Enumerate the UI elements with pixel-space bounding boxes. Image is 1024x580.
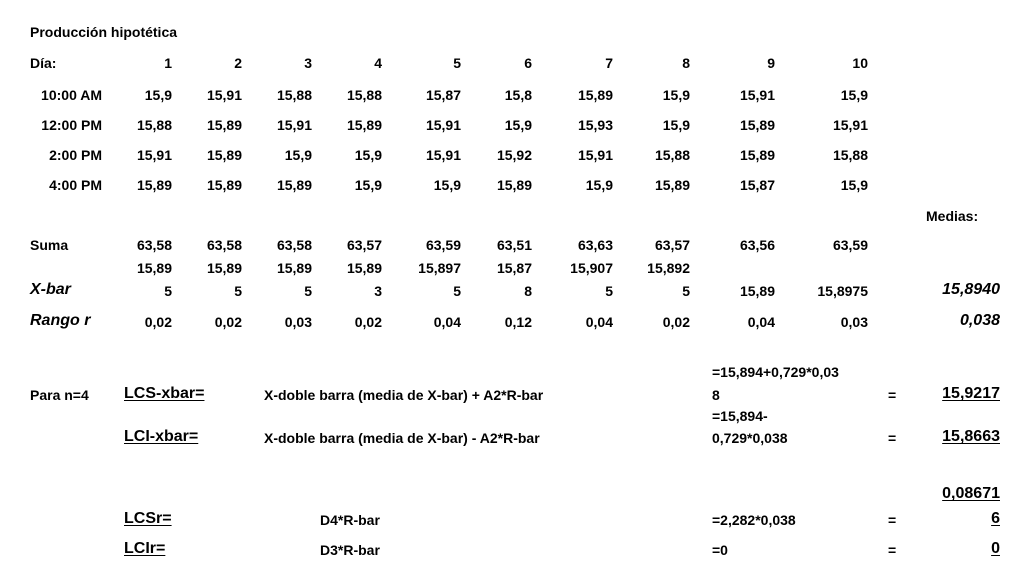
rango-col-10: 0,03 — [840, 314, 868, 330]
rango-col-3: 0,03 — [284, 314, 312, 330]
cell-col-1: 15,91 — [136, 147, 172, 163]
rango-col-6: 0,12 — [504, 314, 532, 330]
cell-col-3: 15,91 — [276, 117, 312, 133]
xbar-l2-col-3: 5 — [304, 283, 312, 299]
cell-col-7: 15,9 — [585, 177, 613, 193]
medias-label: Medias: — [926, 208, 979, 224]
day-header-col-10: 10 — [852, 55, 868, 71]
cell-col-10: 15,9 — [840, 87, 868, 103]
lcir-result: 0 — [991, 540, 1000, 557]
xbar-media: 15,8940 — [942, 281, 1000, 298]
xbar-l1-col-3: 15,89 — [276, 260, 312, 276]
para-n-label: Para n=4 — [30, 387, 89, 403]
lcsr-result-line1: 0,08671 — [942, 485, 1000, 502]
cell-col-8: 15,88 — [654, 147, 690, 163]
rango-col-9: 0,04 — [747, 314, 775, 330]
cell-col-7: 15,89 — [577, 87, 613, 103]
day-header-col-2: 2 — [234, 55, 242, 71]
xbar-l2-col-9: 15,89 — [739, 283, 775, 299]
cell-col-6: 15,8 — [504, 87, 532, 103]
xbar-l1-col-6: 15,87 — [496, 260, 532, 276]
lcs-xbar-formula-line1: =15,894+0,729*0,03 — [712, 364, 839, 380]
suma-label: Suma — [30, 237, 69, 253]
xbar-label: X-bar — [30, 281, 71, 298]
xbar-l2-col-8: 5 — [682, 283, 690, 299]
xbar-l2-col-1: 5 — [164, 283, 172, 299]
rango-col-5: 0,04 — [433, 314, 461, 330]
rango-col-2: 0,02 — [214, 314, 242, 330]
cell-col-3: 15,9 — [284, 147, 312, 163]
xbar-l1-col-5: 15,897 — [418, 260, 461, 276]
cell-col-9: 15,89 — [739, 117, 775, 133]
lcsr-desc: D4*R-bar — [320, 512, 380, 528]
xbar-l2-col-5: 5 — [453, 283, 461, 299]
rango-col-8: 0,02 — [662, 314, 690, 330]
cell-col-9: 15,89 — [739, 147, 775, 163]
xbar-l2-col-6: 8 — [524, 283, 532, 299]
xbar-l1-col-4: 15,89 — [346, 260, 382, 276]
day-header-col-6: 6 — [524, 55, 532, 71]
lcs-xbar-name: LCS-xbar= — [124, 385, 205, 402]
row-time-label: 4:00 PM — [49, 177, 102, 193]
xbar-l2-col-2: 5 — [234, 283, 242, 299]
lci-xbar-formula-line1: =15,894- — [712, 408, 768, 424]
cell-col-2: 15,89 — [206, 177, 242, 193]
lcsr-name: LCSr= — [124, 510, 172, 527]
row-time-label: 10:00 AM — [41, 87, 102, 103]
rango-media: 0,038 — [959, 312, 1000, 329]
suma-col-6: 63,51 — [496, 237, 532, 253]
cell-col-4: 15,9 — [354, 177, 382, 193]
xbar-l2-col-10: 15,8975 — [817, 283, 868, 299]
lcir-equals: = — [888, 542, 897, 558]
lcsr-equals: = — [888, 512, 897, 528]
cell-col-6: 15,9 — [504, 117, 532, 133]
cell-col-2: 15,89 — [206, 147, 242, 163]
lcsr-result-line2: 6 — [991, 510, 1000, 527]
suma-col-4: 63,57 — [346, 237, 382, 253]
rango-col-4: 0,02 — [354, 314, 382, 330]
cell-col-4: 15,9 — [354, 147, 382, 163]
cell-col-1: 15,9 — [144, 87, 172, 103]
day-header-col-9: 9 — [767, 55, 775, 71]
cell-col-4: 15,89 — [346, 117, 382, 133]
suma-col-9: 63,56 — [739, 237, 775, 253]
suma-col-1: 63,58 — [136, 237, 172, 253]
cell-col-10: 15,9 — [840, 177, 868, 193]
row-time-label: 12:00 PM — [41, 117, 102, 133]
cell-col-9: 15,87 — [739, 177, 775, 193]
dia-label: Día: — [30, 55, 57, 71]
lci-xbar-formula-line2: 0,729*0,038 — [712, 430, 788, 446]
cell-col-8: 15,89 — [654, 177, 690, 193]
cell-col-4: 15,88 — [346, 87, 382, 103]
cell-col-9: 15,91 — [739, 87, 775, 103]
suma-col-8: 63,57 — [654, 237, 690, 253]
lcir-name: LCIr= — [124, 540, 166, 557]
cell-col-6: 15,92 — [496, 147, 532, 163]
suma-col-3: 63,58 — [276, 237, 312, 253]
cell-col-5: 15,9 — [433, 177, 461, 193]
xbar-l1-col-7: 15,907 — [570, 260, 613, 276]
cell-col-5: 15,87 — [425, 87, 461, 103]
lcs-xbar-formula-line2: 8 — [712, 387, 720, 403]
cell-col-7: 15,91 — [577, 147, 613, 163]
cell-col-8: 15,9 — [662, 87, 690, 103]
lcs-xbar-result: 15,9217 — [942, 385, 1000, 402]
rango-col-1: 0,02 — [144, 314, 172, 330]
lcsr-formula: =2,282*0,038 — [712, 512, 796, 528]
day-header-col-5: 5 — [453, 55, 461, 71]
cell-col-5: 15,91 — [425, 117, 461, 133]
xbar-l1-col-8: 15,892 — [647, 260, 690, 276]
cell-col-2: 15,91 — [206, 87, 242, 103]
day-header-col-8: 8 — [682, 55, 690, 71]
suma-col-7: 63,63 — [577, 237, 613, 253]
day-header-col-3: 3 — [304, 55, 312, 71]
cell-col-3: 15,89 — [276, 177, 312, 193]
row-time-label: 2:00 PM — [49, 147, 102, 163]
lcs-xbar-desc: X-doble barra (media de X-bar) + A2*R-bar — [264, 387, 544, 403]
day-header-col-4: 4 — [374, 55, 382, 71]
lci-xbar-equals: = — [888, 430, 897, 446]
cell-col-10: 15,91 — [832, 117, 868, 133]
lcir-desc: D3*R-bar — [320, 542, 380, 558]
cell-col-2: 15,89 — [206, 117, 242, 133]
day-header-col-7: 7 — [605, 55, 613, 71]
cell-col-1: 15,88 — [136, 117, 172, 133]
xbar-l2-col-7: 5 — [605, 283, 613, 299]
lci-xbar-name: LCI-xbar= — [124, 428, 199, 445]
cell-col-10: 15,88 — [832, 147, 868, 163]
xbar-l2-col-4: 3 — [374, 283, 382, 299]
xbar-l1-col-1: 15,89 — [136, 260, 172, 276]
lcir-formula: =0 — [712, 542, 728, 558]
rango-col-7: 0,04 — [585, 314, 613, 330]
cell-col-7: 15,93 — [577, 117, 613, 133]
cell-col-5: 15,91 — [425, 147, 461, 163]
day-header-col-1: 1 — [164, 55, 172, 71]
xbar-l1-col-2: 15,89 — [206, 260, 242, 276]
suma-col-5: 63,59 — [425, 237, 461, 253]
suma-col-2: 63,58 — [206, 237, 242, 253]
cell-col-1: 15,89 — [136, 177, 172, 193]
cell-col-6: 15,89 — [496, 177, 532, 193]
cell-col-8: 15,9 — [662, 117, 690, 133]
sheet-title: Producción hipotética — [30, 24, 178, 40]
lci-xbar-desc: X-doble barra (media de X-bar) - A2*R-bar — [264, 430, 540, 446]
lcs-xbar-equals: = — [888, 387, 897, 403]
cell-col-3: 15,88 — [276, 87, 312, 103]
suma-col-10: 63,59 — [832, 237, 868, 253]
rango-label: Rango r — [30, 312, 91, 329]
lci-xbar-result: 15,8663 — [942, 428, 1000, 445]
